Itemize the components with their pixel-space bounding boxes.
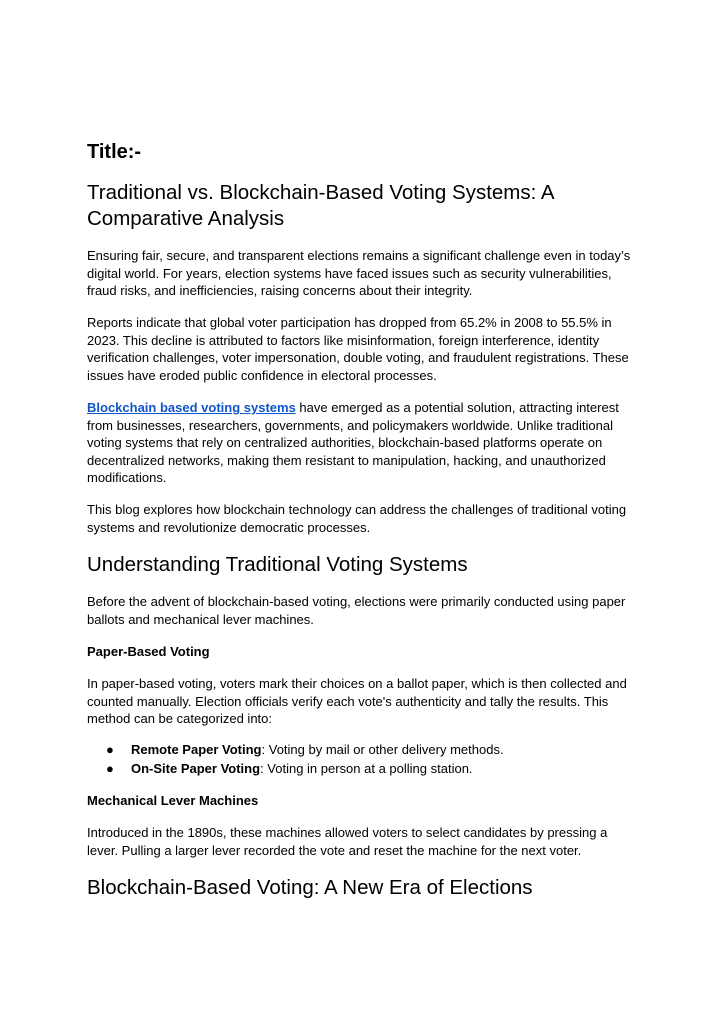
list-item-term: On-Site Paper Voting <box>131 760 261 776</box>
traditional-intro-paragraph: Before the advent of blockchain-based voting, elections were primarily conducted using paper ballots and mechanical lever machines. <box>87 594 626 627</box>
list-item <box>87 760 504 779</box>
list-item <box>87 741 504 760</box>
list-item-desc: : Voting by mail or other delivery methods. <box>261 742 504 757</box>
blockchain-intro-text: have emerged as a potential solution, attracting interest from businesses, researchers, governments, and policymakers worldwide. Unlike traditional voting systems that rely on centralized authorities, blockchain-based platforms operate on decentralized networks, making them resistant to manipulation, hacking, and unauthorized modifications. <box>87 400 619 485</box>
bullet-icon: ● <box>106 742 114 757</box>
main-title: Traditional vs. Blockchain-Based Voting Systems: A Comparative Analysis <box>87 181 554 230</box>
bullet-icon: ● <box>106 760 114 776</box>
statistics-paragraph: Reports indicate that global voter participation has dropped from 65.2% in 2008 to 55.5% in 2023. This decline is attributed to factors like misinformation, foreign interference, identity verification challenges, voter impersonation, double voting, and fraudulent registrations. These issues have eroded public confidence in electoral processes. <box>87 315 629 383</box>
subheading-lever-machines: Mechanical Lever Machines <box>87 793 259 808</box>
list-item-desc: : Voting in person at a polling station. <box>260 760 473 776</box>
blog-purpose-paragraph: This blog explores how blockchain technology can address the challenges of traditional voting systems and revolutionize democratic processes. <box>87 502 627 535</box>
list-item-term: Remote Paper Voting <box>131 742 262 757</box>
lever-machines-paragraph: Introduced in the 1890s, these machines allowed voters to select candidates by pressing a lever. Pulling a larger lever recorded the vote and reset the machine for the next voter. <box>87 825 608 858</box>
intro-paragraph: Ensuring fair, secure, and transparent elections remains a significant challenge even in today’s digital world. For years, election systems have faced issues such as security vulnerabilities, fraud risks, and inefficiencies, raising concerns about their integrity. <box>87 248 631 298</box>
section-heading-blockchain: Blockchain-Based Voting: A New Era of Elections <box>87 876 533 899</box>
blockchain-voting-link[interactable]: Blockchain based voting systems <box>87 400 296 415</box>
paper-voting-paragraph: In paper-based voting, voters mark their choices on a ballot paper, which is then collected and counted manually. Election officials verify each vote's authenticity and tally the results. This method can be categorized into: <box>87 676 627 726</box>
title-label: Title:- <box>87 141 142 163</box>
paper-voting-list <box>87 741 504 778</box>
subheading-paper-voting: Paper-Based Voting <box>87 644 210 659</box>
blockchain-intro-paragraph <box>87 399 639 487</box>
section-heading-traditional: Understanding Traditional Voting Systems <box>87 553 468 576</box>
